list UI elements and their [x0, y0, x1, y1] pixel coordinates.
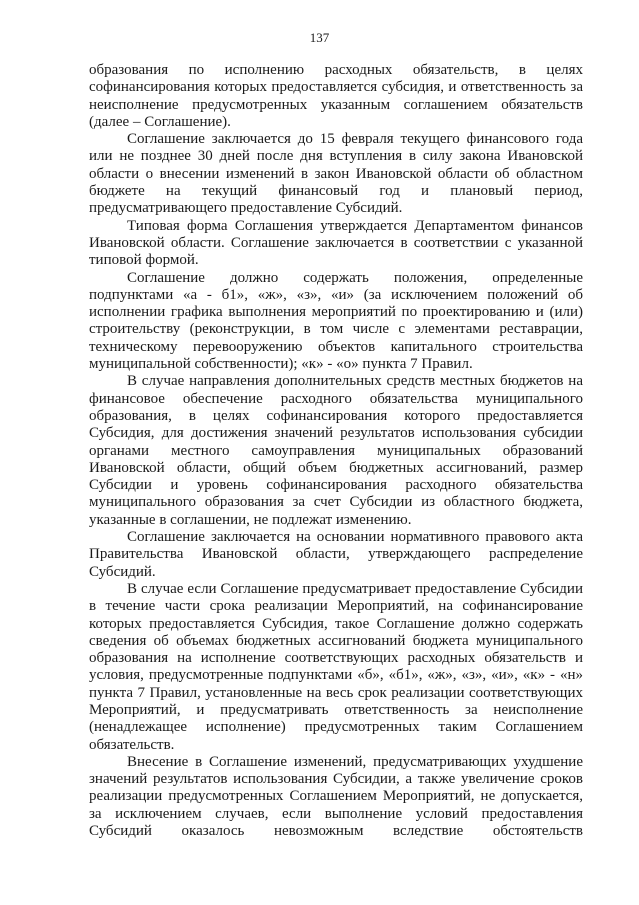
document-body	[89, 62, 583, 840]
paragraph-standard-form: Типовая форма Соглашения утверждается Департаментом финансов Ивановской области. Соглашение заключается в соответствии с указанной типовой формой.	[89, 217, 583, 269]
paragraph-continuation: образования по исполнению расходных обязательств, в целях софинансирования которых предоставляется субсидия, и ответственность за неисполнение предусмотренных указанным соглашением обязательств (далее – Соглашение).	[89, 62, 583, 130]
paragraph-additional-funds: В случае направления дополнительных средств местных бюджетов на финансовое обеспечение расходного обязательства муниципального образования, в целях софинансирования которого предоставляется Субсидия, для достижения значений результатов использования субсидии органами местного самоуправления муниципальных образований Ивановской области, общий объем бюджетных ассигнований, размер Субсидии и уровень софинансирования расходного обязательства муниципального образования за счет Субсидии из областного бюджета, указанные в соглашении, не подлежат изменению.	[89, 373, 583, 528]
paragraph-amendments: Внесение в Соглашение изменений, предусматривающих ухудшение значений результатов использования Субсидии, а также увеличение сроков реализации предусмотренных Соглашением Мероприятий, не допускается, за исключением случаев, если выполнение условий предоставления Субсидий оказалось невозможным вследствие обстоятельств	[89, 753, 583, 840]
paragraph-agreement-deadline: Соглашение заключается до 15 февраля текущего финансового года или не позднее 30 дней после дня вступления в силу закона Ивановской области о внесении изменений в закон Ивановской области об областном бюджете на текущий финансовый год и плановый период, предусматривающего предоставление Субсидий.	[89, 131, 583, 217]
paragraph-agreement-provisions: Соглашение должно содержать положения, определенные подпунктами «а - б1», «ж», «з», «и» (за исключением положений об исполнении графика выполнения мероприятий по проектированию и (или) строительству (реконструкции, в том числе с элементами реставрации, техническому перевооружению объектов капитального строительства муниципальной собственности); «к» - «о» пункта 7 Правил.	[89, 269, 583, 373]
paragraph-partial-term: В случае если Соглашение предусматривает предоставление Субсидии в течение части срока реализации Мероприятий, на софинансирование которых предоставляется Субсидия, такое Соглашение должно содержать сведения об объемах бюджетных ассигнований бюджета муниципального образования на исполнение соответствующих расходных обязательств и условия, предусмотренные подпунктами «б», «б1», «ж», «з», «и», «к» - «н» пункта 7 Правил, установленные на весь срок реализации соответствующих Мероприятий, и предусматривать ответственность за неисполнение (ненадлежащее исполнение) предусмотренных таким Соглашением обязательств.	[89, 580, 583, 753]
page-number: 137	[309, 30, 330, 45]
paragraph-legal-basis: Соглашение заключается на основании нормативного правового акта Правительства Ивановской области, утверждающего распределение Субсидий.	[89, 529, 583, 580]
